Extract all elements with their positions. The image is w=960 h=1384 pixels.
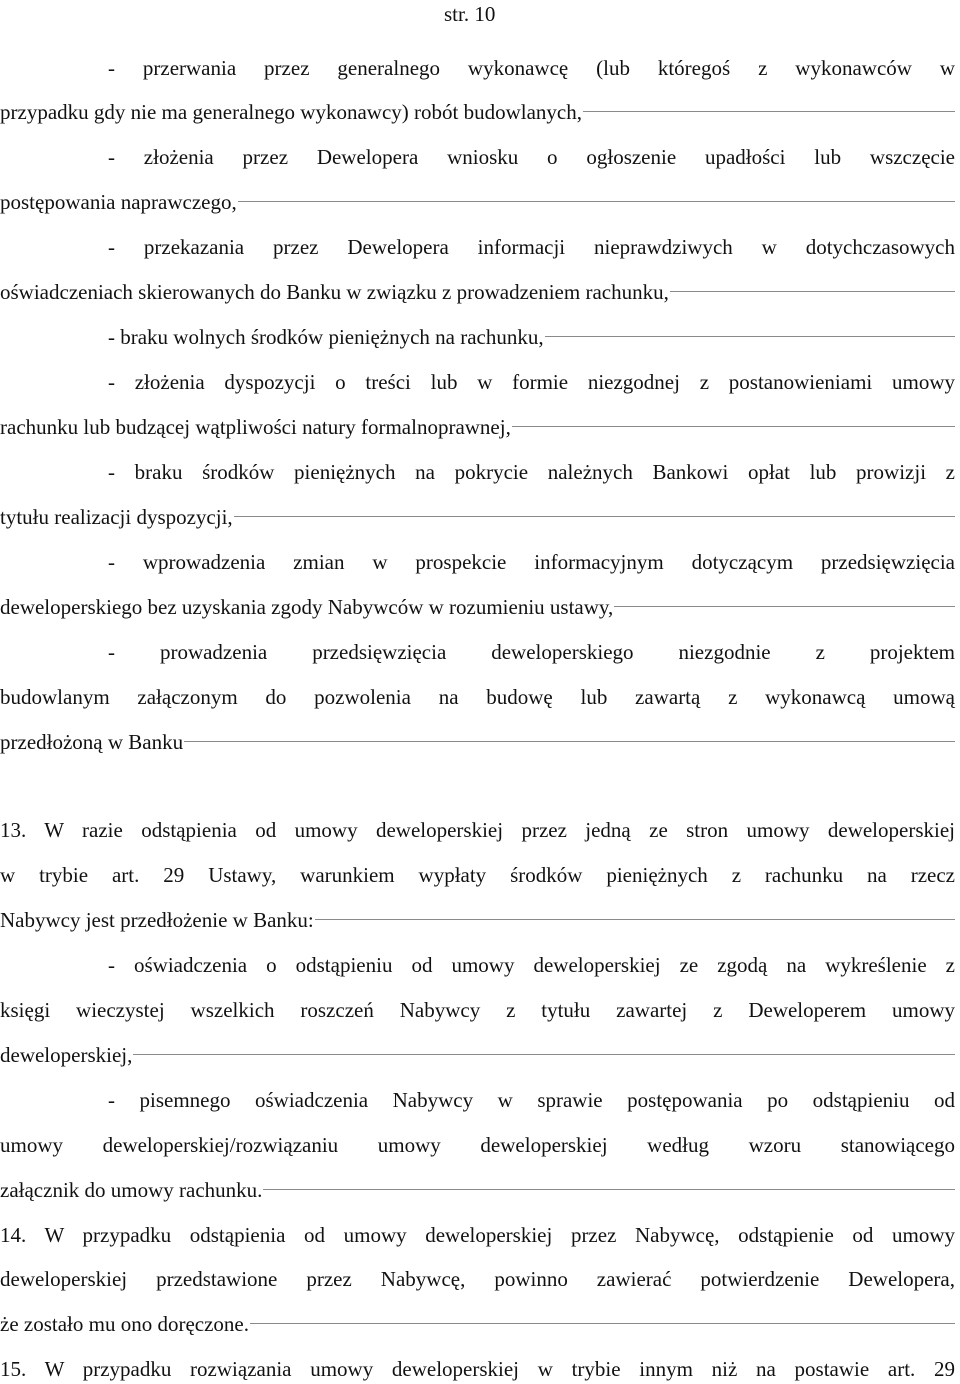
text-line: księgi wieczystej wszelkich roszczeń Nabywcy z tytułu zawartej z Deweloperem umowy xyxy=(0,998,955,1022)
text-line xyxy=(0,187,955,217)
text-line: 14. W przypadku odstąpienia od umowy deweloperskiej przez Nabywcę, odstąpienie od umowy xyxy=(0,1223,955,1247)
fill-rule xyxy=(670,291,955,292)
line-text: rachunku lub budzącej wątpliwości natury formalnoprawnej, xyxy=(0,415,511,439)
text-line: umowy deweloperskiej/rozwiązaniu umowy deweloperskiej według wzoru stanowiącego xyxy=(0,1133,955,1157)
text-line xyxy=(0,1040,955,1070)
line-text: postępowania naprawczego, xyxy=(0,190,237,214)
line-text: deweloperskiej, xyxy=(0,1043,133,1067)
text-line: - pisemnego oświadczenia Nabywcy w sprawie postępowania po odstąpieniu od xyxy=(108,1088,955,1112)
text-line xyxy=(0,502,955,532)
text-line: - oświadczenia o odstąpieniu od umowy deweloperskiej ze zgodą na wykreślenie z xyxy=(108,953,955,977)
fill-rule xyxy=(238,201,955,202)
line-text: oświadczeniach skierowanych do Banku w związku z prowadzeniem rachunku, xyxy=(0,280,669,304)
text-line: - prowadzenia przedsięwzięcia deweloperskiego niezgodnie z projektem xyxy=(108,640,955,664)
text-line: deweloperskiej przedstawione przez Nabywcę, powinno zawierać potwierdzenie Dewelopera, xyxy=(0,1267,955,1291)
fill-rule xyxy=(614,606,955,607)
fill-rule xyxy=(545,336,955,337)
line-text: - braku wolnych środków pieniężnych na rachunku, xyxy=(108,325,544,349)
text-line: budowlanym załączonym do pozwolenia na budowę lub zawartą z wykonawcą umową xyxy=(0,685,955,709)
fill-rule xyxy=(234,516,955,517)
text-line xyxy=(0,905,955,935)
page-number: str. 10 xyxy=(444,2,496,26)
fill-rule xyxy=(184,741,955,742)
line-text: przedłożoną w Banku xyxy=(0,730,184,754)
text-line xyxy=(0,727,955,757)
text-line: - przerwania przez generalnego wykonawcę (lub któregoś z wykonawców w xyxy=(108,56,955,80)
line-text: przypadku gdy nie ma generalnego wykonawcy) robót budowlanych, xyxy=(0,100,582,124)
text-line: - braku środków pieniężnych na pokrycie należnych Bankowi opłat lub prowizji z xyxy=(108,460,955,484)
text-line: w trybie art. 29 Ustawy, warunkiem wypłaty środków pieniężnych z rachunku na rzecz xyxy=(0,863,955,887)
text-line xyxy=(0,1175,955,1205)
text-line: 15. W przypadku rozwiązania umowy deweloperskiej w trybie innym niż na postawie art. 29 xyxy=(0,1357,955,1381)
text-line: - przekazania przez Dewelopera informacji nieprawdziwych w dotychczasowych xyxy=(108,235,955,259)
line-text: Nabywcy jest przedłożenie w Banku: xyxy=(0,908,314,932)
text-line xyxy=(0,97,955,127)
line-text: deweloperskiego bez uzyskania zgody Nabywców w rozumieniu ustawy, xyxy=(0,595,614,619)
line-text: że zostało mu ono doręczone. xyxy=(0,1312,249,1336)
text-line: - złożenia przez Dewelopera wniosku o ogłoszenie upadłości lub wszczęcie xyxy=(108,145,955,169)
text-line xyxy=(0,277,955,307)
text-line: 13. W razie odstąpienia od umowy deweloperskiej przez jedną ze stron umowy deweloperskiej xyxy=(0,818,955,842)
line-text: tytułu realizacji dyspozycji, xyxy=(0,505,233,529)
fill-rule xyxy=(133,1054,955,1055)
fill-rule xyxy=(315,919,955,920)
fill-rule xyxy=(250,1323,955,1324)
fill-rule xyxy=(263,1189,955,1190)
text-line xyxy=(0,322,955,352)
line-text: załącznik do umowy rachunku. xyxy=(0,1178,263,1202)
fill-rule xyxy=(583,111,955,112)
text-line xyxy=(0,412,955,442)
text-line: - wprowadzenia zmian w prospekcie informacyjnym dotyczącym przedsięwzięcia xyxy=(108,550,955,574)
text-line xyxy=(0,592,955,622)
text-line: - złożenia dyspozycji o treści lub w formie niezgodnej z postanowieniami umowy xyxy=(108,370,955,394)
fill-rule xyxy=(512,426,955,427)
text-line xyxy=(0,1309,955,1339)
